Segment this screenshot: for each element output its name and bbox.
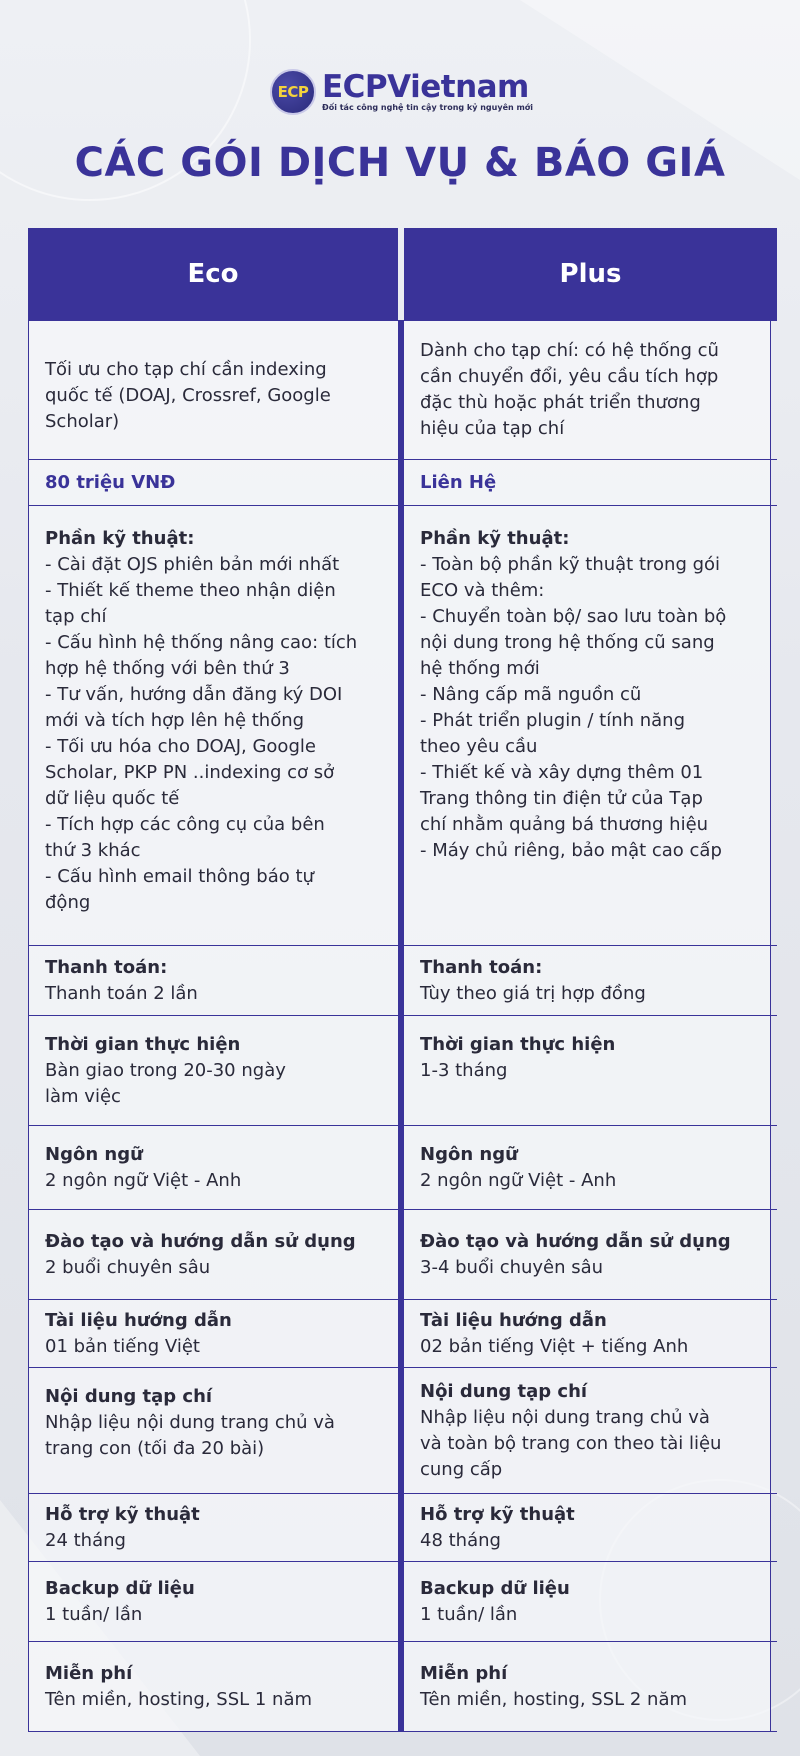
eco-payment-label: Thanh toán: (45, 956, 168, 978)
eco-price (28, 460, 398, 505)
pricing-table (28, 228, 777, 1732)
plus-payment-value: Tùy theo giá trị hợp đồng (420, 982, 646, 1004)
eco-free-label: Miễn phí (45, 1662, 133, 1684)
eco-documents-value: 01 bản tiếng Việt (45, 1335, 200, 1357)
eco-support (28, 1494, 398, 1561)
plus-training-value: 3-4 buổi chuyên sâu (420, 1256, 604, 1278)
plus-free-value: Tên miền, hosting, SSL 2 năm (420, 1688, 688, 1710)
eco-language-label: Ngôn ngữ (45, 1143, 143, 1165)
plus-training-label: Đào tạo và hướng dẫn sử dụng (420, 1230, 731, 1252)
plus-technical-label: Phần kỹ thuật: (420, 528, 570, 549)
eco-price-text: 80 triệu VNĐ (45, 471, 176, 493)
ecp-logo-icon (270, 69, 316, 115)
eco-technical (28, 506, 398, 945)
eco-training-label: Đào tạo và hướng dẫn sử dụng (45, 1230, 356, 1252)
eco-free-value: Tên miền, hosting, SSL 1 năm (45, 1688, 313, 1710)
plus-language (398, 1126, 771, 1209)
table-row-support (28, 1494, 777, 1562)
page-title: CÁC GÓI DỊCH VỤ & BÁO GIÁ (74, 140, 726, 186)
brand-logo (270, 68, 540, 116)
plan-headers (28, 228, 777, 320)
plus-documents-value: 02 bản tiếng Việt + tiếng Anh (420, 1335, 689, 1357)
eco-support-value: 24 tháng (45, 1529, 126, 1551)
table-row-documents (28, 1300, 777, 1368)
plus-description-text: Dành cho tạp chí: có hệ thống cũ cần chuyển đổi, yêu cầu tích hợp đặc thù hoặc phát triển thương hiệu của tạp chí (420, 340, 719, 439)
plus-documents-label: Tài liệu hướng dẫn (420, 1309, 607, 1331)
plus-training (398, 1210, 771, 1299)
brand-text (322, 69, 534, 112)
plus-content-label: Nội dung tạp chí (420, 1380, 588, 1402)
plus-support (398, 1494, 771, 1561)
table-row-timeline (28, 1016, 777, 1126)
eco-payment-value: Thanh toán 2 lần (45, 982, 198, 1004)
plus-content (398, 1368, 771, 1493)
plus-description (398, 321, 771, 459)
plus-support-label: Hỗ trợ kỹ thuật (420, 1503, 575, 1525)
table-row-language (28, 1126, 777, 1210)
plus-support-value: 48 tháng (420, 1529, 501, 1551)
eco-backup-value: 1 tuần/ lần (45, 1603, 143, 1625)
table-row-description (28, 320, 777, 460)
plus-content-value: Nhập liệu nội dung trang chủ và và toàn bộ trang con theo tài liệu cung cấp (420, 1406, 722, 1480)
eco-free (28, 1642, 398, 1731)
brand-tagline: Đối tác công nghệ tin cậy trong kỷ nguyên mới (322, 103, 534, 112)
plus-technical-value: - Toàn bộ phần kỹ thuật trong gói ECO và thêm: - Chuyển toàn bộ/ sao lưu toàn bộ nội dung trong hệ thống cũ sang hệ thống mới - Nâng cấp mã nguồn cũ - Phát triển plugin / tính năng theo yêu cầu - Thiết kế và xây dựng thêm 01 Trang thông tin điện tử của Tạp chí nhằm quảng bá thương hiệu - Máy chủ riêng, bảo mật cao cấp (420, 554, 727, 861)
eco-technical-value: - Cài đặt OJS phiên bản mới nhất - Thiết kế theme theo nhận diện tạp chí - Cấu hình hệ thống nâng cao: tích hợp hệ thống với bên thứ 3 - Tư vấn, hướng dẫn đăng ký DOI mới và tích hợp lên hệ thống - Tối ưu hóa cho DOAJ, Google Scholar, PKP PN ..indexing cơ sở dữ liệu quốc tế - Tích hợp các công cụ của bên thứ 3 khác - Cấu hình email thông báo tự động (45, 554, 358, 913)
logo-mark-text: ECP (277, 83, 309, 101)
eco-language (28, 1126, 398, 1209)
plus-backup-value: 1 tuần/ lần (420, 1603, 518, 1625)
eco-documents (28, 1300, 398, 1367)
table-row-free (28, 1642, 777, 1732)
eco-language-value: 2 ngôn ngữ Việt - Anh (45, 1169, 242, 1191)
eco-content (28, 1368, 398, 1493)
plus-technical (398, 506, 771, 945)
eco-backup (28, 1562, 398, 1641)
eco-support-label: Hỗ trợ kỹ thuật (45, 1503, 200, 1525)
eco-content-label: Nội dung tạp chí (45, 1386, 213, 1407)
eco-training-value: 2 buổi chuyên sâu (45, 1256, 211, 1278)
plus-payment-label: Thanh toán: (420, 956, 543, 978)
table-row-payment (28, 946, 777, 1016)
plan-header-plus: Plus (404, 228, 777, 320)
plan-header-eco: Eco (28, 228, 398, 320)
plus-documents (398, 1300, 771, 1367)
eco-payment (28, 946, 398, 1015)
eco-timeline-label: Thời gian thực hiện (45, 1033, 241, 1055)
table-row-technical (28, 506, 777, 946)
plus-timeline-value: 1-3 tháng (420, 1060, 508, 1081)
plus-free-label: Miễn phí (420, 1662, 508, 1684)
eco-training (28, 1210, 398, 1299)
plus-timeline (398, 1016, 771, 1125)
eco-technical-label: Phần kỹ thuật: (45, 528, 195, 549)
eco-backup-label: Backup dữ liệu (45, 1577, 195, 1599)
plus-timeline-label: Thời gian thực hiện (420, 1034, 616, 1055)
plus-backup (398, 1562, 771, 1641)
plus-free (398, 1642, 771, 1731)
table-row-price (28, 460, 777, 506)
plus-language-value: 2 ngôn ngữ Việt - Anh (420, 1169, 617, 1191)
plus-price (398, 460, 771, 505)
table-row-backup (28, 1562, 777, 1642)
plus-backup-label: Backup dữ liệu (420, 1577, 570, 1599)
eco-timeline-value: Bàn giao trong 20-30 ngày làm việc (45, 1059, 286, 1107)
eco-description (28, 321, 398, 459)
plus-language-label: Ngôn ngữ (420, 1143, 518, 1165)
plus-price-text: Liên Hệ (420, 471, 497, 493)
eco-documents-label: Tài liệu hướng dẫn (45, 1309, 232, 1331)
eco-description-text: Tối ưu cho tạp chí cần indexing quốc tế (DOAJ, Crossref, Google Scholar) (45, 359, 331, 432)
plus-payment (398, 946, 771, 1015)
eco-timeline (28, 1016, 398, 1125)
table-row-training (28, 1210, 777, 1300)
table-row-content (28, 1368, 777, 1494)
eco-content-value: Nhập liệu nội dung trang chủ và trang con (tối đa 20 bài) (45, 1412, 335, 1459)
brand-name: ECPVietnam (322, 69, 529, 105)
